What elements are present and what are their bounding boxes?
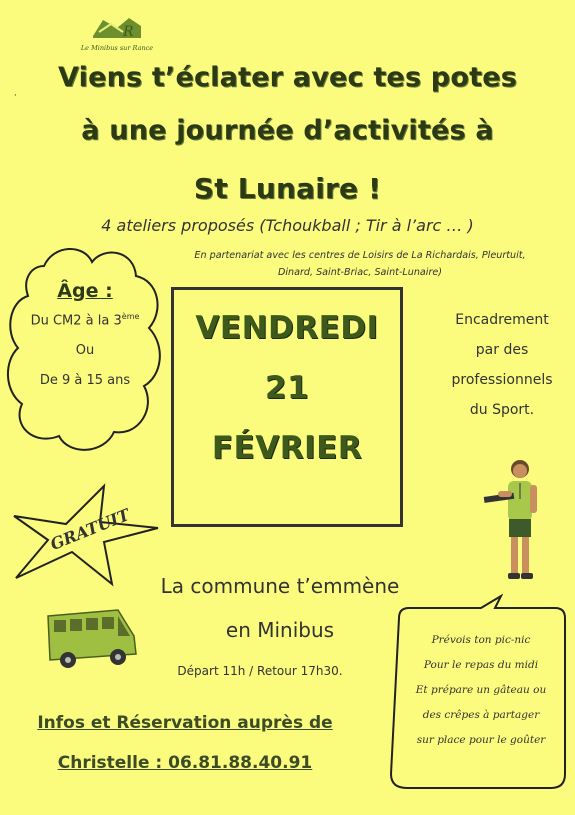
date-weekday: VENDREDI bbox=[195, 310, 379, 346]
bubble-line-5: sur place pour le goûter bbox=[416, 734, 546, 746]
partner-line-2: Dinard, Saint-Briac, Saint-Lunaire) bbox=[277, 267, 443, 278]
age-line-3: De 9 à 15 ans bbox=[39, 373, 131, 389]
partner-line-1: En partenariat avec les centres de Loisirs de La Richardais, Pleurtuit, bbox=[194, 250, 526, 261]
age-title: Âge : bbox=[57, 280, 113, 302]
infos-line-1: Infos et Réservation auprès de bbox=[37, 713, 333, 733]
age-line-1 bbox=[10, 302, 160, 336]
depart-text: Départ 11h / Retour 17h30. bbox=[177, 664, 343, 678]
encadrement-line-4: du Sport. bbox=[469, 402, 535, 418]
age-line-1-text: Du CM2 à la 3 bbox=[30, 313, 122, 329]
bubble-text bbox=[390, 628, 572, 753]
bubble-line-4: des crêpes à partager bbox=[422, 709, 540, 721]
age-line-2: Ou bbox=[75, 343, 95, 359]
logo-text: Le Minibus sur Rance bbox=[80, 44, 154, 52]
encadrement-text bbox=[432, 305, 572, 425]
scan-mark: ‚ bbox=[14, 88, 17, 97]
encadrement-line-3: professionnels bbox=[451, 372, 553, 388]
logo bbox=[62, 14, 172, 52]
svg-text:R: R bbox=[123, 24, 134, 40]
bubble-line-3: Et prépare un gâteau ou bbox=[415, 684, 547, 696]
date-box bbox=[171, 287, 403, 527]
minibus-logo-icon bbox=[89, 14, 145, 42]
age-line-1-sup: ème bbox=[121, 312, 140, 321]
commune-line-1: La commune t’emmène bbox=[160, 574, 400, 598]
gratuit-label: GRATUIT bbox=[47, 505, 133, 554]
date-day: 21 bbox=[264, 370, 310, 406]
date-month: FÉVRIER bbox=[211, 430, 363, 466]
bubble-line-1: Prévois ton pic-nic bbox=[431, 634, 531, 646]
contact-phone: Christelle : 06.81.88.40.91 bbox=[57, 753, 313, 773]
encadrement-line-1: Encadrement bbox=[455, 312, 549, 328]
title-line-3: St Lunaire ! bbox=[193, 172, 382, 205]
partner-text bbox=[170, 247, 550, 281]
coach-illustration bbox=[478, 455, 558, 591]
age-block bbox=[10, 280, 160, 396]
subtitle: 4 ateliers proposés (Tchoukball ; Tir à l’arc … ) bbox=[101, 216, 474, 235]
title-line-2: à une journée d’activités à bbox=[81, 115, 494, 146]
commune-line-2: en Minibus bbox=[225, 618, 335, 642]
bus-icon bbox=[40, 602, 140, 672]
bubble-line-2: Pour le repas du midi bbox=[423, 659, 539, 671]
title-line-1: Viens t’éclater avec tes potes bbox=[58, 62, 517, 93]
encadrement-line-2: par des bbox=[475, 342, 529, 358]
